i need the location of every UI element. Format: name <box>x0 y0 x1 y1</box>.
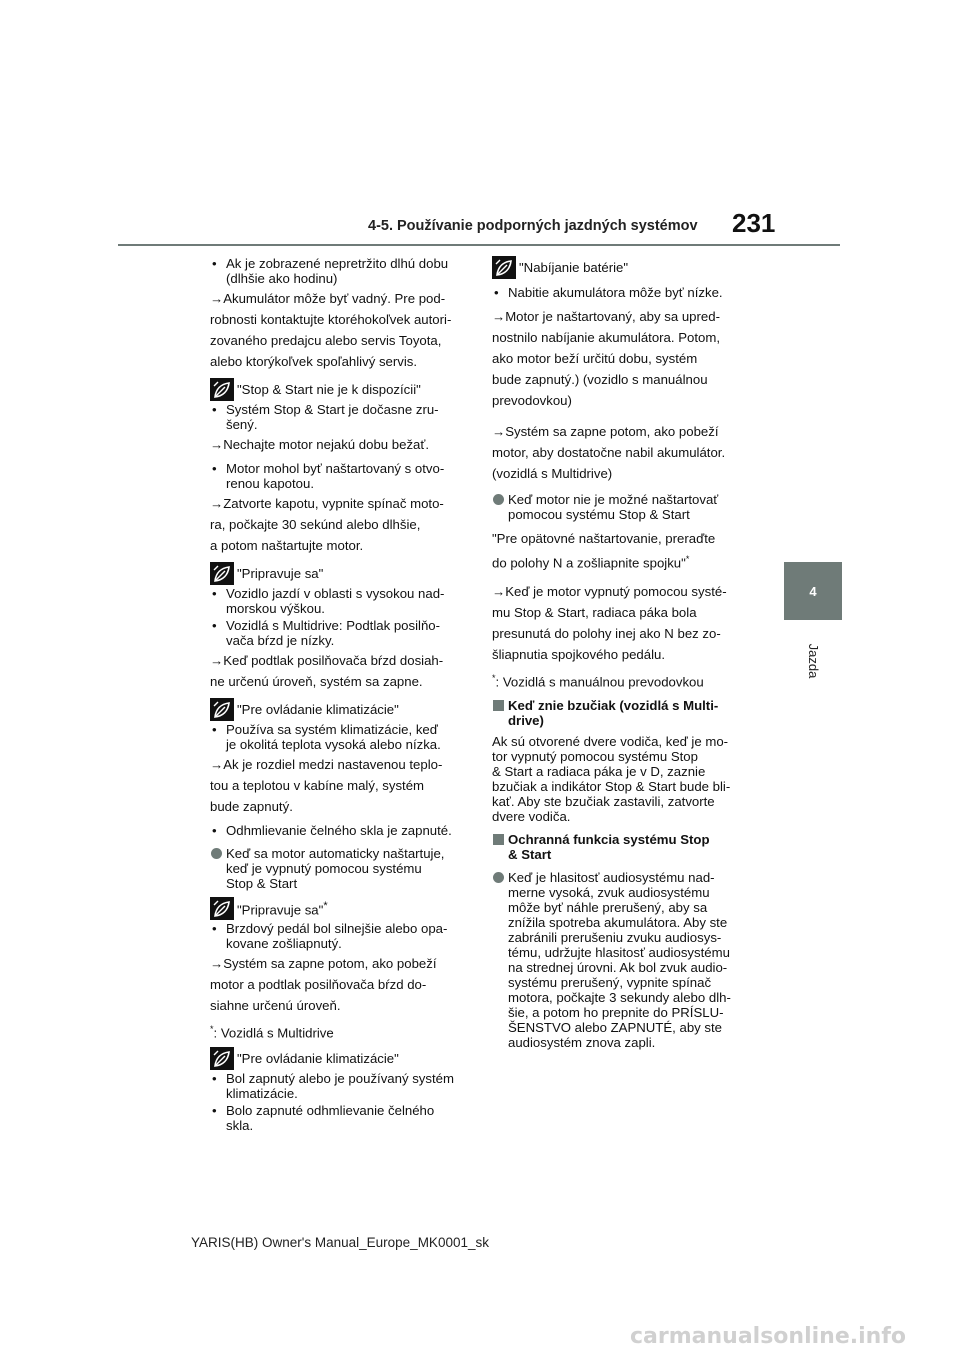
solution-text: →Keď je motor vypnutý pomocou systé- mu Stop & Start, radiaca páka bola presunutá do polohy inej ako N bez zo- šliapnutia spojkového pedálu. <box>492 584 727 663</box>
solution-text: →Ak je rozdiel medzi nastavenou teplo- tou a teplotou v kabíne malý, systém bude zapnutý. <box>210 757 443 814</box>
section-heading: Keď znie bzučiak (vozidlá s Multi- drive) <box>492 698 750 728</box>
footnote: *: Vozidlá s manuálnou prevodovkou <box>492 673 704 690</box>
eco-leaf-icon <box>492 256 516 279</box>
solution-text: →Akumulátor môže byť vadný. Pre pod- robnosti kontaktujte ktoréhokoľvek autori- zovaného predajcu alebo servis Toyota, alebo ktorýkoľvek spoľahlivý servis. <box>210 291 452 369</box>
message-line <box>210 698 468 721</box>
circle-heading: Keď motor nie je možné naštartovať pomocou systému Stop & Start <box>492 492 750 522</box>
footnote: *: Vozidlá s Multidrive <box>210 1024 334 1041</box>
chapter-number: 4 <box>809 583 817 599</box>
right-column <box>492 256 750 1056</box>
list-item: • Ak je zobrazené nepretržito dlhú dobu (dlhšie ako hodinu) <box>210 256 468 286</box>
eco-leaf-icon <box>210 897 234 920</box>
message-text: "Pripravuje sa"* <box>237 900 328 918</box>
footer: YARIS(HB) Owner's Manual_Europe_MK0001_sk <box>191 1235 489 1250</box>
message-text: "Nabíjanie batérie" <box>519 260 629 275</box>
page-number: 231 <box>732 208 776 238</box>
solution-text: →Nechajte motor nejakú dobu bežať. <box>210 437 430 452</box>
solution-text: →Zatvorte kapotu, vypnite spínač moto- ra, počkajte 30 sekúnd alebo dlhšie, a potom naštartujte motor. <box>210 496 444 553</box>
display-message: "Pre opätovné naštartovanie, preraďte do polohy N a zošliapnite spojku"* <box>492 531 716 571</box>
message-line <box>492 256 750 279</box>
list-item: • Používa sa systém klimatizácie, keď je okolitá teplota vysoká alebo nízka. <box>210 722 468 752</box>
list-item: • Brzdový pedál bol silnejšie alebo opa- kovane zošliapnutý. <box>210 921 468 951</box>
paragraph: Ak sú otvorené dvere vodiča, keď je mo- tor vypnutý pomocou systému Stop & Start a radiaca páka je v D, zaznie bzučiak a indikátor Stop & Start bude bli- kať. Aby ste bzučiak zastavili, zatvorte dvere vodiča. <box>492 733 731 824</box>
message-text: "Pripravuje sa" <box>237 566 324 581</box>
message-line <box>210 562 468 585</box>
list-item: • Odhmlievanie čelného skla je zapnuté. <box>210 823 468 838</box>
solution-text: →Keď podtlak posilňovača bŕzd dosiah- ne určenú úroveň, systém sa zapne. <box>210 653 444 689</box>
list-item: • Motor mohol byť naštartovaný s otvo- renou kapotou. <box>210 461 468 491</box>
message-line <box>210 1047 468 1070</box>
message-text: "Stop & Start nie je k dispozícii" <box>237 382 421 397</box>
solution-text: →Systém sa zapne potom, ako pobeží motor, aby dostatočne nabil akumulátor. (vozidlá s Multidrive) <box>492 424 726 481</box>
message-text: "Pre ovládanie klimatizácie" <box>237 1051 399 1067</box>
eco-leaf-icon <box>210 562 234 585</box>
list-item: • Nabitie akumulátora môže byť nízke. <box>492 285 750 300</box>
chapter-tab[interactable] <box>784 562 842 620</box>
message-line <box>210 897 468 920</box>
solution-text: →Motor je naštartovaný, aby sa upred- nostnilo nabíjanie akumulátora. Potom, ako motor beží určitú dobu, systém bude zapnutý.) (vozidlo s manuálnou prevodovkou) <box>492 309 720 408</box>
eco-leaf-icon <box>210 378 234 401</box>
list-item: • Vozidlo jazdí v oblasti s vysokou nad- morskou výškou. <box>210 586 468 616</box>
solution-text: →Systém sa zapne potom, ako pobeží motor a podtlak posilňovača bŕzd do- siahne určenú úroveň. <box>210 956 437 1013</box>
circle-heading: Keď sa motor automaticky naštartuje, keď je vypnutý pomocou systému Stop & Start <box>210 846 468 891</box>
message-text: "Pre ovládanie klimatizácie" <box>237 702 399 717</box>
watermark: carmanualsonline.info <box>630 1324 906 1349</box>
eco-leaf-icon <box>210 1047 234 1070</box>
list-item: • Systém Stop & Start je dočasne zru- šený. <box>210 402 468 432</box>
section-heading: Ochranná funkcia systému Stop & Start <box>492 832 750 862</box>
header-divider <box>118 244 840 246</box>
section-title: 4-5. Používanie podporných jazdných systémov <box>368 218 698 234</box>
list-item: • Vozidlá s Multidrive: Podtlak posilňo- vača bŕzd je nízky. <box>210 618 468 648</box>
list-item: • Bol zapnutý alebo je používaný systém klimatizácie. <box>210 1071 468 1101</box>
left-column <box>210 256 468 1135</box>
chapter-label: Jazda <box>806 643 821 679</box>
circle-heading: Keď je hlasitosť audiosystému nad- merne vysoká, zvuk audiosystému môže byť náhle prerušený, aby sa znížila spotreba akumulátora. Aby ste zabránili prerušeniu zvuku audiosys- tému, udržujte hlasitosť audiosystému na strednej úrovni. Ak bol zvuk audio- systému prerušený, vypnite spínač motora, počkajte 3 sekundy alebo dlh- šie, a potom ho prepnite do PRÍSLU- ŠENSTVO alebo ZAPNUTÉ, aby ste audiosystém znova zapli. <box>492 870 750 1050</box>
list-item: • Bolo zapnuté odhmlievanie čelného skla. <box>210 1103 468 1133</box>
message-line <box>210 378 468 401</box>
eco-leaf-icon <box>210 698 234 721</box>
